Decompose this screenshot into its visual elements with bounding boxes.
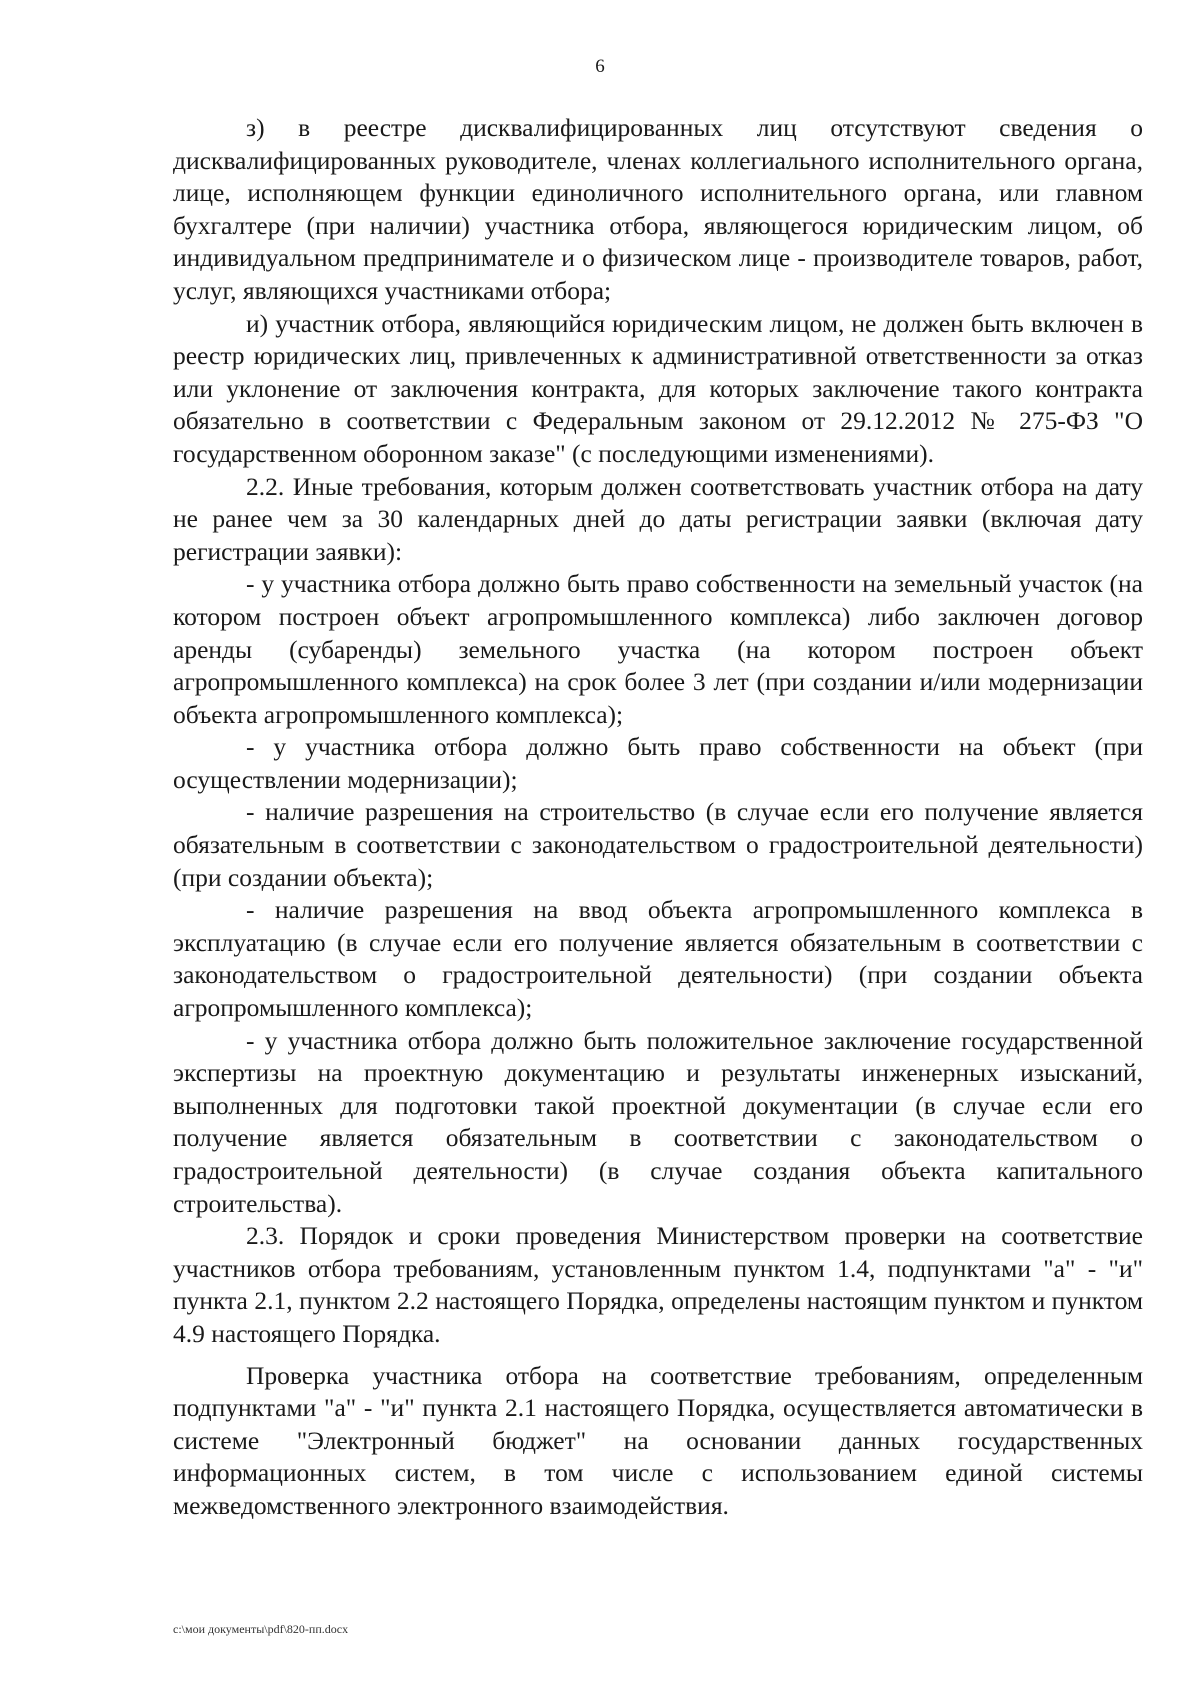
list-item-construction-permit: - наличие разрешения на строительство (в случае если его получение является обязательным в соответствии с законодательством о градостроительной деятельности) (при создании объекта);	[173, 797, 1143, 892]
paragraph-i-administrative-registry: и) участник отбора, являющийся юридическим лицом, не должен быть включен в реестр юридических лиц, привлеченных к административной ответственности за отказ или уклонение от заключения контракта, для которых заключение такого контракта обязательно в соответствии с Федеральным законом от 29.12.2012 № 275-ФЗ "О государственном оборонном заказе" (с последующими изменениями).	[173, 308, 1143, 468]
paragraph-automatic-verification: Проверка участника отбора на соответствие требованиям, определенным подпунктами "а" - "и" пункта 2.1 настоящего Порядка, осуществляется автоматически в системе "Электронный бюджет" на основании данных государственных информационных систем, в том числе с использованием единой системы межведомственного электронного взаимодействия.	[173, 1360, 1143, 1520]
footer-file-path: c:\мои документы\pdf\820-пп.docx	[173, 1622, 349, 1636]
paragraph-z-disqualified-persons: з) в реестре дисквалифицированных лиц отсутствуют сведения о дисквалифицированных руководителе, членах коллегиального исполнительного органа, лице, исполняющем функции единоличного исполнительного органа, или главном бухгалтере (при наличии) участника отбора, являющегося юридическим лицом, об индивидуальном предпринимателе и о физическом лице - производителе товаров, работ, услуг, являющихся участниками отбора;	[173, 113, 1143, 305]
page-number: 6	[595, 56, 605, 77]
paragraph-2-2-other-requirements: 2.2. Иные требования, которым должен соответствовать участник отбора на дату не ранее чем за 30 календарных дней до даты регистрации заявки (включая дату регистрации заявки):	[173, 471, 1143, 566]
paragraph-2-3-verification-procedure: 2.3. Порядок и сроки проведения Министерством проверки на соответствие участников отбора требованиям, установленным пунктом 1.4, подпунктами "а" - "и" пункта 2.1, пунктом 2.2 настоящего Порядка, определены настоящим пунктом и пунктом 4.9 настоящего Порядка.	[173, 1221, 1143, 1348]
list-item-land-ownership: - у участника отбора должно быть право собственности на земельный участок (на котором построен объект агропромышленного комплекса) либо заключен договор аренды (субаренды) земельного участка (на котором построен объект агропромышленного комплекса) на срок более 3 лет (при создании и/или модернизации объекта агропромышленного комплекса);	[173, 569, 1143, 729]
list-item-state-expertise: - у участника отбора должно быть положительное заключение государственной экспертизы на проектную документацию и результаты инженерных изысканий, выполненных для подготовки такой проектной документации (в случае если его получение является обязательным в соответствии с законодательством о градостроительной деятельности) (в случае создания объекта капитального строительства).	[173, 1025, 1143, 1218]
list-item-commissioning-permit: - наличие разрешения на ввод объекта агропромышленного комплекса в эксплуатацию (в случае если его получение является обязательным в соответствии с законодательством о градостроительной деятельности) (при создании объекта агропромышленного комплекса);	[173, 895, 1143, 1023]
document-body	[173, 112, 1143, 1523]
list-item-object-ownership: - у участника отбора должно быть право собственности на объект (при осуществлении модернизации);	[173, 732, 1143, 794]
